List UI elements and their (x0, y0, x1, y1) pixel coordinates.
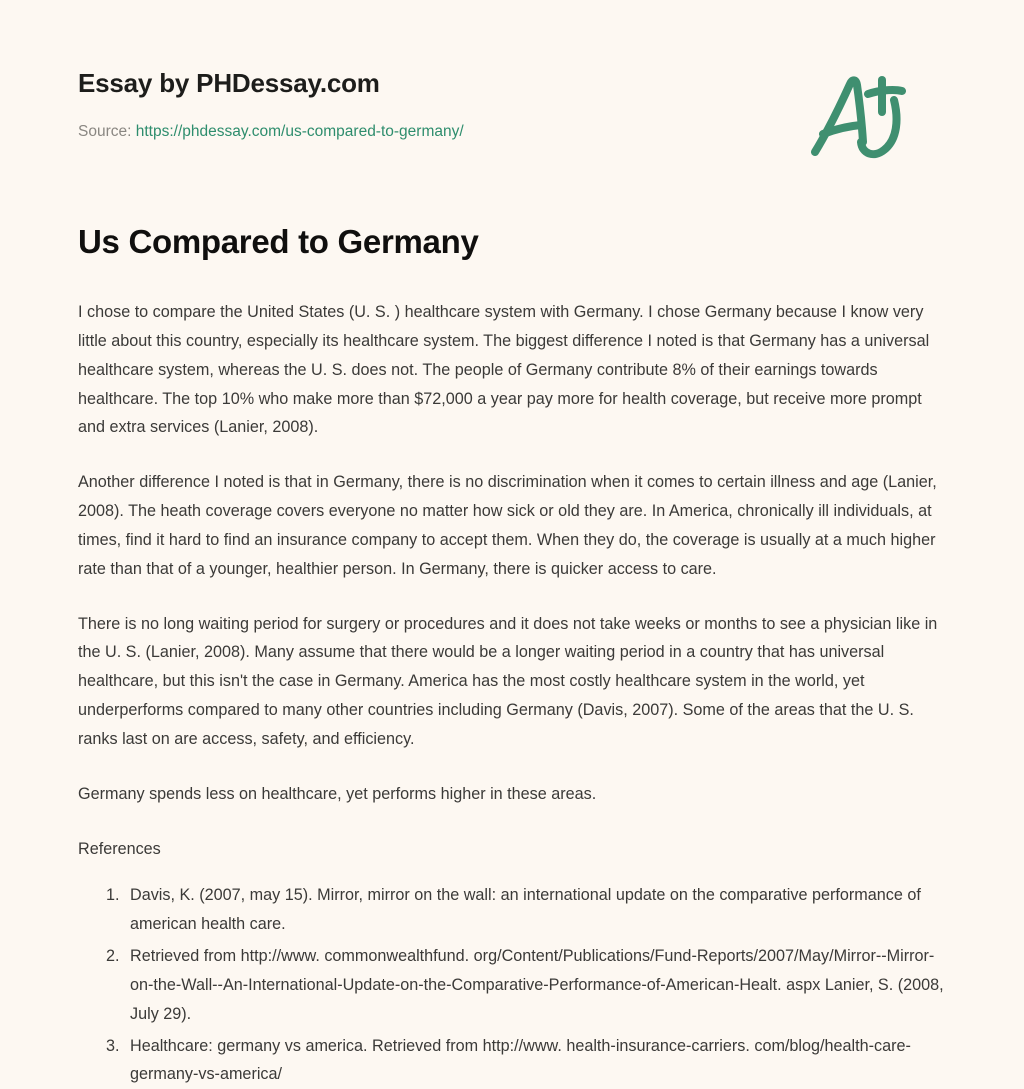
paragraph: Germany spends less on healthcare, yet performs higher in these areas. (78, 784, 597, 803)
source-label: Source: (78, 123, 132, 141)
paragraph: Another difference I noted is that in Germany, there is no discrimination when it comes to certain illness and age (Lanier, 2008). The heath coverage covers everyone no matter how sick or old they are. In America, chronically ill individuals, at times, find it hard to find an insurance company to accept them. When they do, the coverage is usually at a much higher rate than that of a younger, healthier person. In Germany, there is quicker access to care. (78, 473, 937, 578)
reference-item: 2. Retrieved from http://www. commonwealthfund. org/Content/Publications/Fund-Reports/2007/May/Mirror--Mirror-on-the-Wall--An-International-Update-on-the-Comparative-Performance-of-American-Healt. aspx Lanier, S. (2008, July 29). (124, 942, 946, 1028)
source-url-link[interactable]: https://phdessay.com/us-compared-to-germany/ (135, 123, 464, 141)
paragraph: There is no long waiting period for surgery or procedures and it does not take weeks or months to see a physician like in the U. S. (Lanier, 2008). Many assume that there would be a longer waiting period in a country that has universal healthcare, but this isn't the case in Germany. America has the most costly healthcare system in the world, yet underperforms compared to many other countries including Germany (Davis, 2007). Some of the areas that the U. S. ranks last on are access, safety, and efficiency. (78, 614, 938, 748)
page-title: Us Compared to Germany (78, 222, 479, 260)
references-list (78, 881, 946, 1089)
page-header (78, 0, 946, 143)
reference-item: 1. Davis, K. (2007, may 15). Mirror, mirror on the wall: an international update on the comparative performance of american health care. (124, 881, 946, 939)
brand-byline: Essay by PHDessay.com (78, 68, 380, 98)
references-heading: References (78, 839, 161, 858)
a-plus-logo-icon (798, 62, 918, 182)
essay-body (78, 298, 946, 1089)
reference-item: 3. Healthcare: germany vs america. Retrieved from http://www. health-insurance-carriers. com/blog/health-care-germany-vs-america/ (124, 1032, 946, 1089)
paragraph: I chose to compare the United States (U. S. ) healthcare system with Germany. I chose Germany because I know very little about this country, especially its healthcare system. The biggest difference I noted is that Germany has a universal healthcare system, whereas the U. S. does not. The people of Germany contribute 8% of their earnings towards healthcare. The top 10% who make more than $72,000 a year pay more for health coverage, but receive more prompt and extra services (Lanier, 2008). (78, 303, 930, 437)
